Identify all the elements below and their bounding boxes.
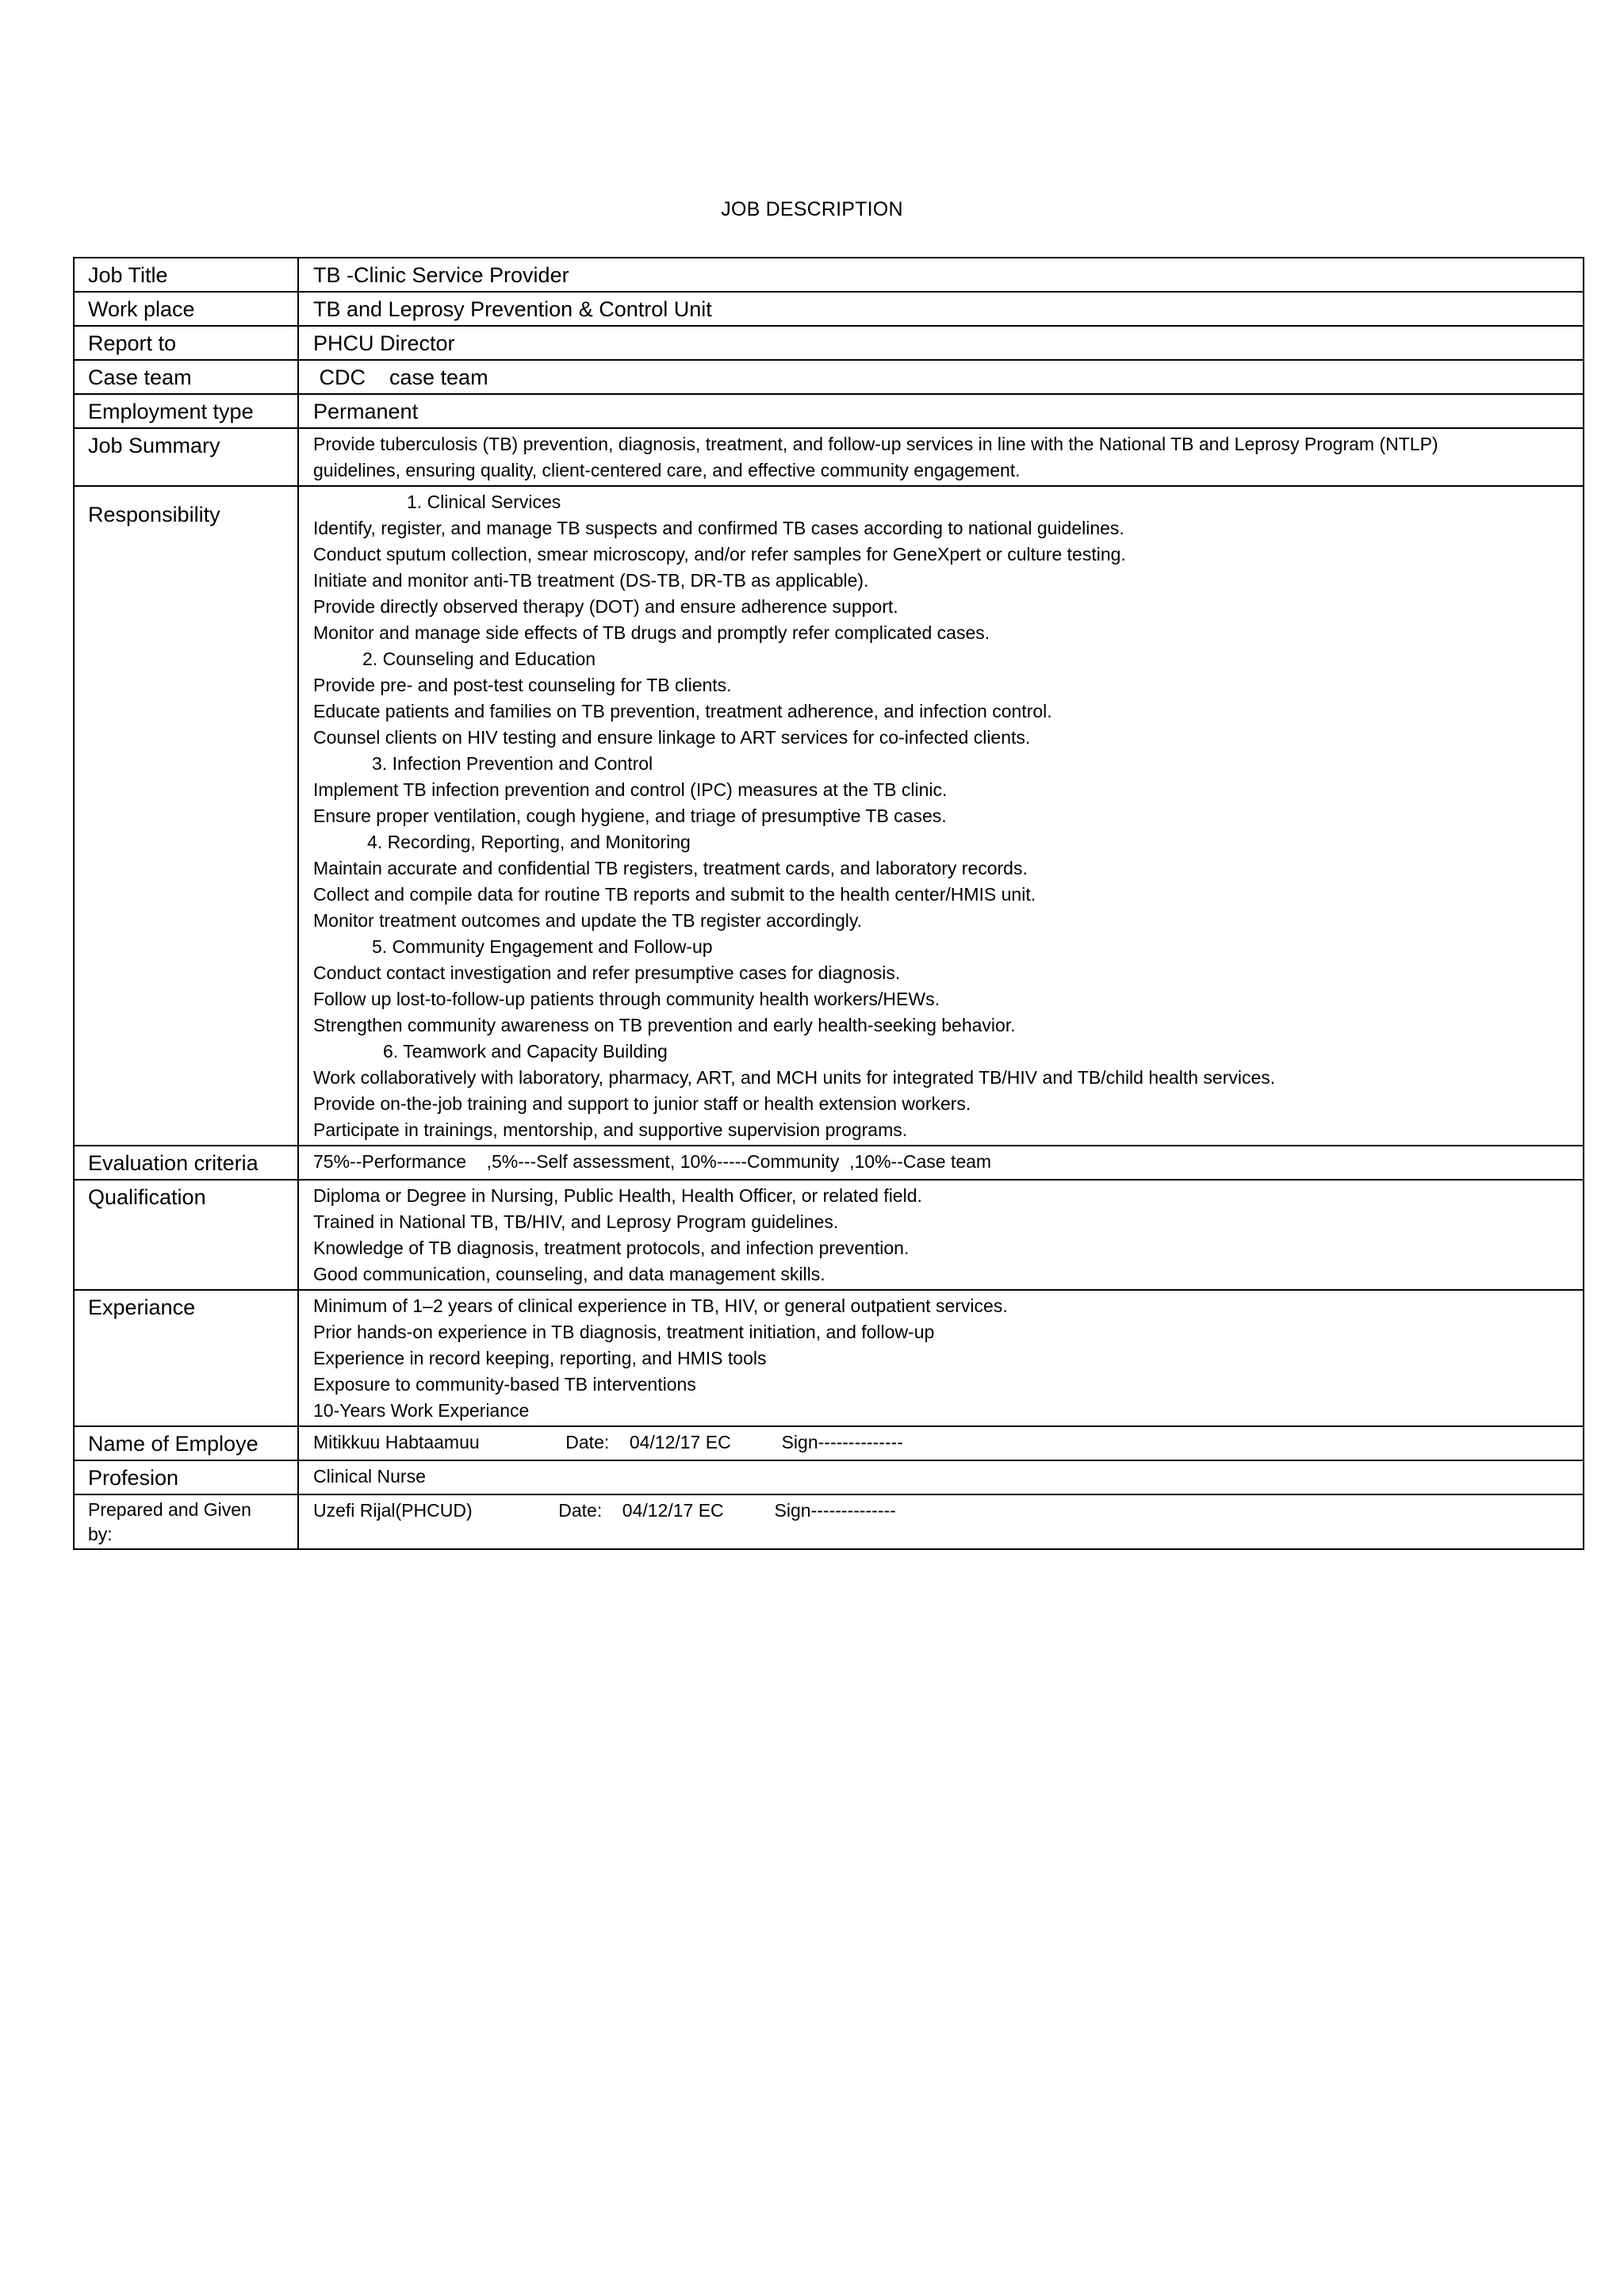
- responsibility-item: Provide pre- and post-test counseling for TB clients.: [313, 675, 732, 695]
- prepared-by-label-line: by:: [88, 1524, 113, 1544]
- responsibility-label-text: Responsibility: [88, 503, 220, 526]
- profession-label: Profesion: [74, 1460, 298, 1494]
- experience-value: [298, 1290, 1584, 1426]
- responsibility-item: Implement TB infection prevention and control (IPC) measures at the TB clinic.: [313, 779, 948, 800]
- document-title: JOB DESCRIPTION: [721, 198, 903, 220]
- evaluation-criteria-label: Evaluation criteria: [74, 1146, 298, 1180]
- responsibility-value: [298, 486, 1584, 1146]
- employee-name-label: Name of Employe: [74, 1426, 298, 1460]
- qualification-line: Trained in National TB, TB/HIV, and Leprosy Program guidelines.: [313, 1211, 839, 1232]
- section-heading: 5. Community Engagement and Follow-up: [372, 936, 713, 957]
- prepared-by-value: Uzefi Rijal(PHCUD) Date: 04/12/17 EC Sign--------------: [298, 1494, 1584, 1549]
- responsibility-item: Initiate and monitor anti-TB treatment (DS-TB, DR-TB as applicable).: [313, 570, 869, 591]
- work-place-label: Work place: [74, 292, 298, 326]
- responsibility-item: Identify, register, and manage TB suspects and confirmed TB cases according to national guidelines.: [313, 518, 1124, 538]
- responsibility-label: [74, 486, 298, 1146]
- section-heading: 6. Teamwork and Capacity Building: [383, 1041, 668, 1062]
- responsibility-item: Participate in trainings, mentorship, and supportive supervision programs.: [313, 1119, 908, 1140]
- section-heading: 4. Recording, Reporting, and Monitoring: [367, 832, 691, 852]
- responsibility-item: Provide directly observed therapy (DOT) and ensure adherence support.: [313, 596, 898, 617]
- table-row: [74, 292, 1584, 326]
- profession-value: Clinical Nurse: [298, 1460, 1584, 1494]
- section-heading: 3. Infection Prevention and Control: [372, 753, 653, 774]
- table-row: [74, 1146, 1584, 1180]
- job-summary-line: guidelines, ensuring quality, client-centered care, and effective community engagement.: [313, 460, 1021, 480]
- evaluation-criteria-value: 75%--Performance ,5%---Self assessment, 10%-----Community ,10%--Case team: [298, 1146, 1584, 1180]
- qualification-line: Knowledge of TB diagnosis, treatment protocols, and infection prevention.: [313, 1238, 910, 1258]
- prepared-by-label: [74, 1494, 298, 1549]
- job-summary-line: Provide tuberculosis (TB) prevention, diagnosis, treatment, and follow-up services in line with the National TB and Leprosy Program (NTLP): [313, 434, 1438, 454]
- responsibility-item: Work collaboratively with laboratory, pharmacy, ART, and MCH units for integrated TB/HIV and TB/child health services.: [313, 1067, 1276, 1088]
- section-heading: 2. Counseling and Education: [362, 649, 596, 669]
- case-team-label: Case team: [74, 360, 298, 394]
- case-team-value: CDC case team: [298, 360, 1584, 394]
- prepared-by-label-line: Prepared and Given: [88, 1499, 251, 1520]
- experience-line: 10-Years Work Experiance: [313, 1400, 530, 1421]
- responsibility-item: Conduct contact investigation and refer presumptive cases for diagnosis.: [313, 962, 901, 983]
- table-row: [74, 1290, 1584, 1426]
- table-row: [74, 1426, 1584, 1460]
- experience-label: Experiance: [74, 1290, 298, 1426]
- report-to-label: Report to: [74, 326, 298, 360]
- job-title-value: TB -Clinic Service Provider: [298, 258, 1584, 292]
- job-description-table: [73, 257, 1584, 1550]
- responsibility-item: Collect and compile data for routine TB reports and submit to the health center/HMIS unit.: [313, 884, 1036, 905]
- responsibility-item: Strengthen community awareness on TB prevention and early health-seeking behavior.: [313, 1015, 1016, 1035]
- employment-type-label: Employment type: [74, 394, 298, 428]
- responsibility-item: Provide on-the-job training and support to junior staff or health extension workers.: [313, 1093, 971, 1114]
- table-row: [74, 486, 1584, 1146]
- experience-line: Exposure to community-based TB interventions: [313, 1374, 696, 1395]
- responsibility-item: Monitor and manage side effects of TB drugs and promptly refer complicated cases.: [313, 622, 990, 643]
- table-row: [74, 326, 1584, 360]
- job-title-label: Job Title: [74, 258, 298, 292]
- qualification-value: [298, 1180, 1584, 1290]
- table-row: [74, 1494, 1584, 1549]
- responsibility-item: Ensure proper ventilation, cough hygiene, and triage of presumptive TB cases.: [313, 806, 947, 826]
- work-place-value: TB and Leprosy Prevention & Control Unit: [298, 292, 1584, 326]
- employee-name-value: Mitikkuu Habtaamuu Date: 04/12/17 EC Sign--------------: [298, 1426, 1584, 1460]
- experience-line: Experience in record keeping, reporting, and HMIS tools: [313, 1348, 767, 1368]
- responsibility-item: Follow up lost-to-follow-up patients through community health workers/HEWs.: [313, 989, 940, 1009]
- report-to-value: PHCU Director: [298, 326, 1584, 360]
- employment-type-value: Permanent: [298, 394, 1584, 428]
- table-row: [74, 258, 1584, 292]
- responsibility-item: Counsel clients on HIV testing and ensure linkage to ART services for co-infected clients.: [313, 727, 1031, 748]
- section-heading: 1. Clinical Services: [407, 492, 561, 512]
- qualification-label: Qualification: [74, 1180, 298, 1290]
- responsibility-item: Conduct sputum collection, smear microscopy, and/or refer samples for GeneXpert or culture testing.: [313, 544, 1126, 564]
- responsibility-item: Monitor treatment outcomes and update the TB register accordingly.: [313, 910, 863, 931]
- responsibility-item: Maintain accurate and confidential TB registers, treatment cards, and laboratory records.: [313, 858, 1028, 878]
- table-row: [74, 1460, 1584, 1494]
- table-row: [74, 428, 1584, 486]
- table-row: [74, 1180, 1584, 1290]
- job-summary-label: Job Summary: [74, 428, 298, 486]
- experience-line: Prior hands-on experience in TB diagnosis, treatment initiation, and follow-up: [313, 1322, 935, 1342]
- responsibility-item: Educate patients and families on TB prevention, treatment adherence, and infection control.: [313, 701, 1052, 721]
- job-summary-value: [298, 428, 1584, 486]
- table-row: [74, 360, 1584, 394]
- experience-line: Minimum of 1–2 years of clinical experience in TB, HIV, or general outpatient services.: [313, 1295, 1008, 1316]
- qualification-line: Diploma or Degree in Nursing, Public Health, Health Officer, or related field.: [313, 1185, 922, 1206]
- table-row: [74, 394, 1584, 428]
- qualification-line: Good communication, counseling, and data management skills.: [313, 1264, 825, 1284]
